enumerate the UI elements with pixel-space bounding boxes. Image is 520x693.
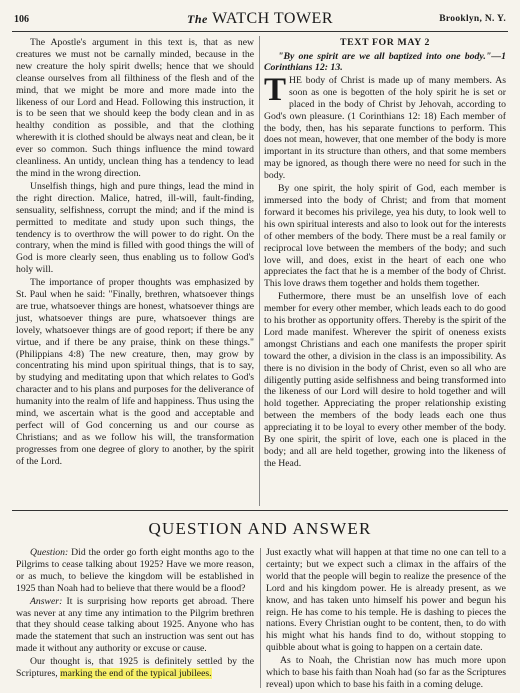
answer-last-paragraph [16, 656, 254, 680]
magazine-title [14, 10, 506, 28]
right-paragraph: By one spirit, the holy spirit of God, each member is immersed into the body of Christ; and from that moment forward it becomes his privilege, yea his duty, to look well to his own spiritual interests and also to look out for the interests of other members of the body. There must be a real family or reciprocal love between the members of the body; and such love will, and does, exist in the heart of each one who appreciates the fact that he is a member of the body of Christ. This love draws them together and holds them together. [264, 183, 506, 290]
answer-text: It is surprising how reports get abroad. There was never at any time any intimation to the Pilgrim brethren that they should cease talking about 1925. Anyone who has made the statement that such an instruction was sent out has made it without any authority or excuse or cause. [16, 595, 254, 655]
left-column [16, 37, 254, 468]
drop-cap: T [264, 71, 287, 108]
daily-text-verse: "By one spirit are we all baptized into one body."—1 Corinthians 12: 13. [264, 50, 506, 74]
section-rule [12, 510, 508, 511]
qa-right-column [266, 547, 506, 691]
column-divider [259, 36, 260, 506]
page-number: 106 [14, 14, 29, 25]
last-paragraph-start: Our thought is, that 1925 is definitely settled by the Scriptures, [16, 656, 254, 680]
qa-column-divider [260, 548, 261, 688]
daily-text-heading: TEXT FOR MAY 2 [340, 37, 430, 48]
header-rule [12, 31, 508, 32]
qa-section-title: QUESTION AND ANSWER [148, 519, 372, 538]
answer-noah-paragraph: As to Noah, the Christian now has much more upon which to base his faith than Noah had (so far as the Scriptures reveal) upon which to base his faith in a coming deluge. [266, 655, 506, 690]
first-paragraph-text: HE body of Christ is made up of many members. As soon as one is begotten of the holy spirit he is set or placed in the body of Christ by Jehovah, according to God's own pleasure. (1 Corinthians 12: 18) Each member of the body, then, has his separate functions to perform. This does not mean, however, that one member of the body is more important in its structure than others, and that some members may be ignored, as though there were no need for such in the body. [264, 74, 506, 182]
magazine-name: WATCH TOWER [212, 10, 333, 27]
qa-left-column [16, 547, 254, 680]
left-paragraph: The importance of proper thoughts was emphasized by St. Paul when he said: "Finally, brethren, whatsoever things are true, whatsoever things are honest, whatsoever things are just, whatsoever things are pure, whatsoever things are lovely, whatsoever things are of good report; if there be any virtue, and if there be any praise, think on these things." (Philippians 4:8) The new creature, then, may grow by concentrating his mind upon spiritual things, that is to say, by studying and meditating upon that which relates to God's character and to his plans and purposes for the deliverance of humanity into the realm of life and happiness. Thus using the mind, we ascertain what is the good and acceptable and perfect will of God concerning us and our course as Christians; and as we follow his will, the transformation progresses from one degree of glory to another, by the spirit of the Lord. [16, 277, 254, 467]
magazine-prefix: The [187, 12, 208, 26]
daily-text-first-paragraph [264, 71, 506, 182]
question-label: Question: [30, 547, 69, 558]
page-header [14, 10, 506, 30]
right-column [264, 37, 506, 470]
highlighted-phrase: marking the end of the typical jubilees. [60, 668, 212, 680]
right-paragraph: Futhermore, there must be an unselfish love of each member for every other member, which leads each to do good to his brother as opportunity offers. Thereby is the spirit of the Lord made manifest. Wherever the spirit of oneness exists amongst Christians and each one manifests the proper spirit toward the other, a division in the class is an impossibility. As there is no division in the body of Christ, even so all who are diligently putting aside selfishness and being transformed into the likeness of our Lord will desire to hold together and will hold together. Appreciating the proper relationship existing between the members of the body leads each one thus appreciating it to be loyal to every other member of the body. By one spirit, the spirit of love, each one is placed in the body; and all are held together, growing into the likeness of the Head. [264, 291, 506, 469]
left-paragraph: Unselfish things, high and pure things, lead the mind in the right direction. Malice, hatred, ill-will, fault-finding, sensuality, selfishness, corrupt the mind; and if the mind is permitted to meditate and study upon such things, the tendency is to overthrow the will power to do right. On the contrary, when the mind is filled with good things the will of God is more clearly seen, thus enabling us to follow God's holy will. [16, 180, 254, 276]
answer-continued-paragraph: Just exactly what will happen at that time no one can tell to a certainty; but we expect such a climax in the affairs of the world that the people will begin to realize the presence of the Lord and his kingdom power. He is already present, as we know, and has taken unto himself his power and begun his reign. He has come to his temple. He is dashing to pieces the nations. Every Christian ought to be content, then, to do with his might what his hands find to do, without stopping to quibble about what is going to happen on a certain date. [266, 547, 506, 654]
answer-paragraph [16, 596, 254, 656]
answer-label: Answer: [30, 595, 63, 607]
question-text: Did the order go forth eight months ago to the Pilgrims to cease talking about 1925? Have we more reason, or as much, to believe the kingdom will be established in 1925 than Noah had to believe that there would be a flood? [16, 547, 254, 594]
left-paragraph: The Apostle's argument in this text is, that as new creatures we must not be carnally minded, because in the new creature the holy spirit dwells; hence that we should cleanse ourselves from all filthiness of the flesh and of the mind, that we might be more and more made into the likeness of our Lord and Head. Following this instruction, it is to be seen that we should keep the body clean and in as healthy condition as possible, and that the clothing wherewith it is clothed should be always neat and clean, be it ever so common. Such things influence the mind toward cleanliness. An untidy, unclean thing has a tendency to lead the mind in the wrong direction. [16, 37, 254, 179]
question-paragraph [16, 547, 254, 595]
publication-place: Brooklyn, N. Y. [439, 14, 506, 24]
